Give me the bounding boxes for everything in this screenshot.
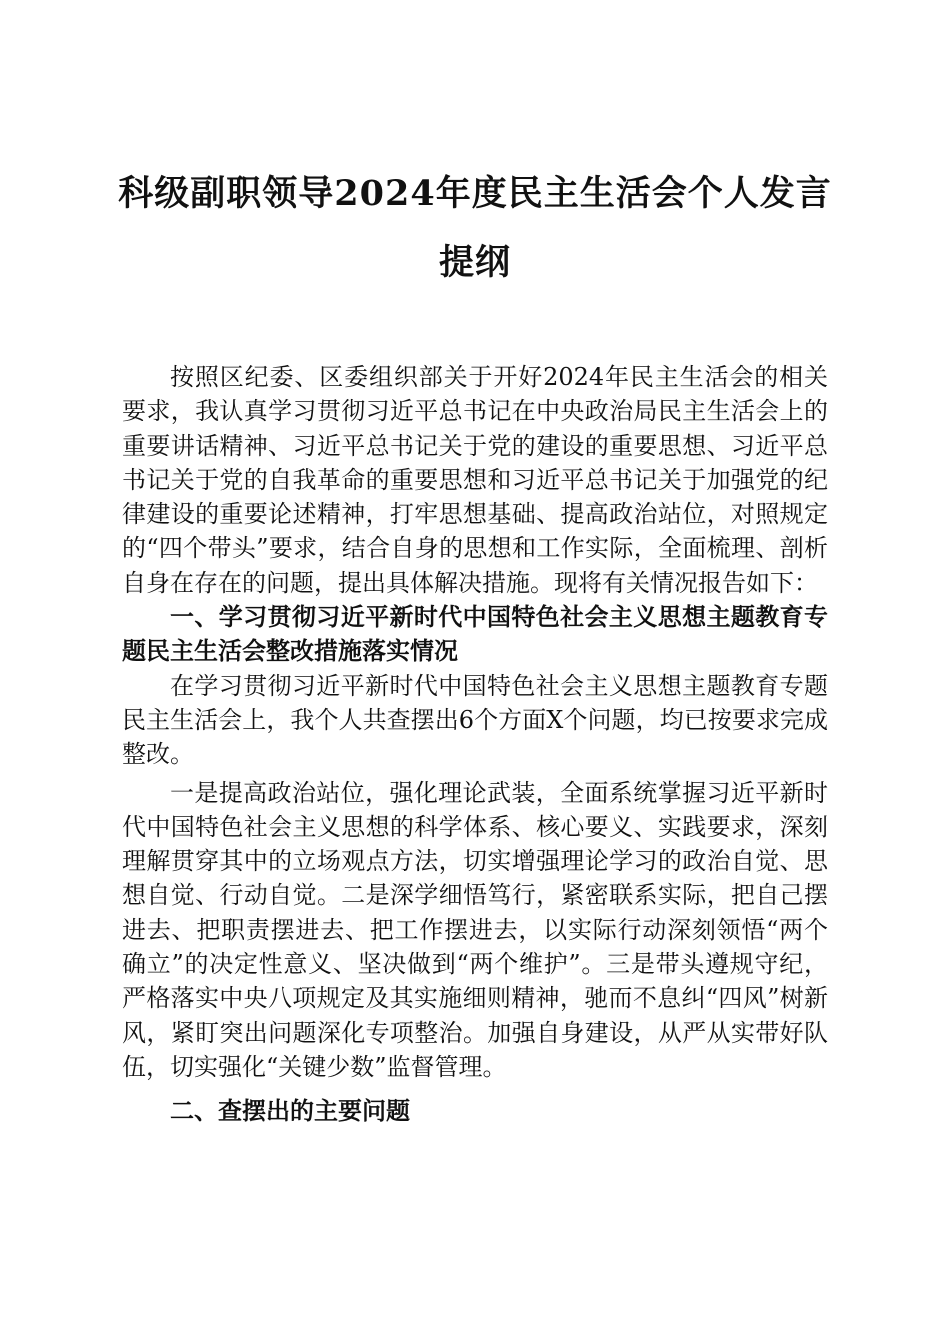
paragraph-rectification-details: 一是提高政治站位，强化理论武装，全面系统掌握习近平新时代中国特色社会主义思想的科学体系、核心要义、实践要求，深刻理解贯穿其中的立场观点方法，切实增强理论学习的政治自觉、思想自觉、行动自觉。二是深学细悟笃行，紧密联系实际，把自己摆进去、把职责摆进去、把工作摆进去，以实际行动深刻领悟“两个确立”的决定性意义、坚决做到“两个维护”。三是带头遵规守纪，严格落实中央八项规定及其实施细则精神，驰而不息纠“四风”树新风，紧盯突出问题深化专项整治。加强自身建设，从严从实带好队伍，切实强化“关键少数”监督管理。	[122, 778, 828, 1081]
document-title-line-2: 提纲	[438, 242, 511, 283]
document-body	[122, 360, 828, 1129]
intro-paragraph: 按照区纪委、区委组织部关于开好2024年民主生活会的相关要求，我认真学习贯彻习近平总书记在中央政治局民主生活会上的重要讲话精神、习近平总书记关于党的建设的重要思想、习近平总书记关于党的自我革命的重要思想和习近平总书记关于加强党的纪律建设的重要论述精神，打牢思想基础、提高政治站位，对照规定的“四个带头”要求，结合自身的思想和工作实际，全面梳理、剖析自身在存在的问题，提出具体解决措施。现将有关情况报告如下：	[122, 363, 828, 597]
section-heading-2: 二、查摆出的主要问题	[170, 1097, 410, 1126]
paragraph-rectification-summary: 在学习贯彻习近平新时代中国特色社会主义思想主题教育专题民主生活会上，我个人共查摆出6个方面X个问题，均已按要求完成整改。	[122, 671, 828, 769]
document-title-line-1: 科级副职领导2024年度民主生活会个人发言	[118, 173, 832, 214]
section-heading-1: 一、学习贯彻习近平新时代中国特色社会主义思想主题教育专题民主生活会整改措施落实情况	[122, 603, 828, 666]
